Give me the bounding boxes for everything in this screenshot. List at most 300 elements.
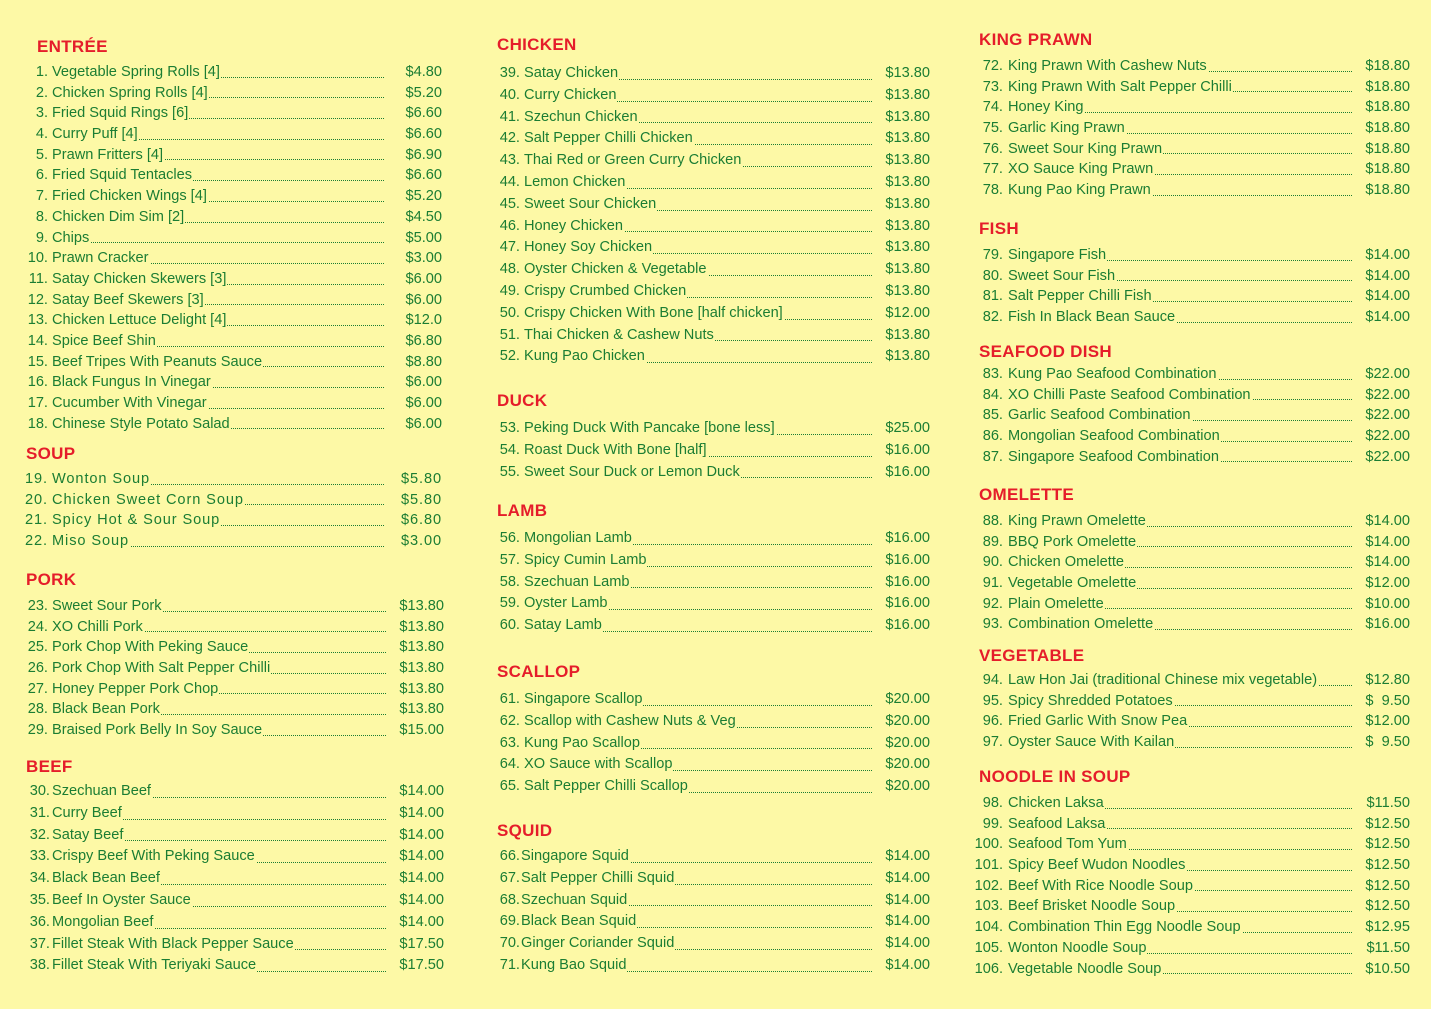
item-price: $5.20 <box>405 188 442 205</box>
item-price: $20.00 <box>885 712 930 729</box>
item-name-text: Beef In Oyster Sauce <box>52 891 191 908</box>
item-price: $10.00 <box>1365 595 1410 612</box>
item-number: 64. <box>499 756 520 773</box>
item-number: 35. <box>29 891 50 908</box>
item-name-text: Spicy Hot & Sour Soup <box>52 512 221 529</box>
item-name-text: Oyster Chicken & Vegetable <box>524 261 707 278</box>
item-number: 11. <box>28 270 48 287</box>
item-price: $16.00 <box>885 573 930 590</box>
item-price: $18.80 <box>1365 78 1410 95</box>
item-price: $6.00 <box>405 291 442 308</box>
item-name-text: Combination Thin Egg Noodle Soup <box>1008 919 1241 936</box>
item-number: 70. <box>499 935 520 952</box>
item-number: 75. <box>982 120 1003 137</box>
item-name <box>521 933 872 955</box>
item-price: $14.00 <box>399 870 444 887</box>
menu-item <box>950 876 1410 897</box>
item-name <box>1008 834 1352 855</box>
section-title: KING PRAWN <box>979 30 1093 49</box>
item-name-text: Satay Chicken Skewers [3] <box>52 270 227 287</box>
item-number: 42. <box>499 130 520 147</box>
item-name-text: Kung Pao Seafood Combination <box>1008 366 1217 382</box>
item-price: $16.00 <box>885 530 930 546</box>
item-name-text: Law Hon Jai (traditional Chinese mix vegetable) <box>1008 672 1318 688</box>
item-price: $ 9.50 <box>1365 692 1410 709</box>
item-name <box>52 934 386 956</box>
item-name <box>1008 814 1352 835</box>
item-price: $13.80 <box>885 108 930 125</box>
item-price: $13.80 <box>885 217 930 234</box>
item-name-text: Black Bean Beef <box>52 870 160 887</box>
item-number: 103. <box>974 898 1003 915</box>
item-price: $14.00 <box>1365 309 1410 326</box>
section-title: FISH <box>979 219 1019 238</box>
item-name-text: Satay Lamb <box>524 617 602 634</box>
item-name-text: Chicken Omelette <box>1008 554 1124 571</box>
item-number: 90. <box>982 554 1003 571</box>
section-title: SQUID <box>497 821 553 840</box>
item-price: $12.50 <box>1365 815 1410 832</box>
item-price: $12.00 <box>885 304 930 321</box>
item-price: $18.80 <box>1365 99 1410 116</box>
item-name-text: Beef With Rice Noodle Soup <box>1008 877 1193 894</box>
item-price: $14.00 <box>399 826 444 843</box>
item-number: 82. <box>982 309 1003 326</box>
item-name-text: Honey Chicken <box>524 217 623 234</box>
item-name-text: Prawn Cracker <box>52 250 149 267</box>
item-name-text: Spice Beef Shin <box>52 332 156 349</box>
item-price: $14.00 <box>1365 513 1410 529</box>
item-number: 88. <box>982 513 1003 529</box>
item-name <box>1008 917 1352 938</box>
item-name-text: King Prawn With Salt Pepper Chilli <box>1008 78 1232 95</box>
item-price: $13.80 <box>399 598 444 614</box>
item-number: 96. <box>982 713 1003 730</box>
item-number: 43. <box>499 152 520 169</box>
item-name-text: Kung Pao King Prawn <box>1008 182 1151 199</box>
item-name <box>521 846 872 868</box>
item-number: 78. <box>982 182 1003 199</box>
item-price: $12.50 <box>1365 877 1410 894</box>
item-price: $14.00 <box>885 848 930 864</box>
section-title: SCALLOP <box>497 662 581 681</box>
item-name-text: Crispy Beef With Peking Sauce <box>52 848 255 865</box>
menu-item <box>950 855 1410 876</box>
menu-item-list <box>950 793 1410 979</box>
item-name-text: Lemon Chicken <box>524 173 626 190</box>
item-number: 97. <box>982 734 1003 751</box>
item-number: 80. <box>982 267 1003 284</box>
item-name-text: Combination Omelette <box>1008 616 1154 633</box>
item-price: $14.00 <box>399 804 444 821</box>
item-number: 73. <box>982 78 1003 95</box>
item-number: 36. <box>29 913 50 930</box>
menu-item <box>0 781 444 803</box>
item-price: $4.80 <box>405 64 442 80</box>
item-number: 99. <box>982 815 1003 832</box>
item-number: 93. <box>982 616 1003 633</box>
item-name-text: Fried Chicken Wings [4] <box>52 188 207 205</box>
item-name <box>52 803 386 825</box>
item-number: 18. <box>27 415 48 432</box>
item-number: 17. <box>27 395 48 411</box>
item-number: 86. <box>982 428 1003 445</box>
item-number: 53. <box>499 420 520 436</box>
item-price: $16.00 <box>885 463 930 480</box>
section-title: DUCK <box>497 391 548 410</box>
item-number: 9. <box>35 229 48 246</box>
item-number: 102. <box>974 877 1003 894</box>
item-price: $14.00 <box>885 869 930 886</box>
item-name-text: Curry Chicken <box>524 86 617 103</box>
item-number: 105. <box>974 939 1003 956</box>
item-name-text: Kung Bao Squid <box>521 956 627 973</box>
item-name-text: Honey Soy Chicken <box>524 239 653 256</box>
menu-item <box>950 814 1410 835</box>
section-title: OMELETTE <box>979 485 1074 504</box>
item-price: $4.50 <box>405 208 442 225</box>
item-name-text: Mongolian Seafood Combination <box>1008 428 1220 445</box>
item-price: $12.95 <box>1365 919 1410 936</box>
menu-item <box>950 917 1410 938</box>
item-name-text: Salt Pepper Chilli Fish <box>1008 288 1152 305</box>
item-number: 67. <box>499 869 520 886</box>
item-name-text: Thai Chicken & Cashew Nuts <box>524 326 714 343</box>
item-price: $14.00 <box>1365 554 1410 571</box>
item-price: $13.80 <box>399 618 444 635</box>
item-price: $18.80 <box>1365 161 1410 178</box>
item-number: 34. <box>29 870 50 887</box>
item-price: $14.00 <box>885 913 930 930</box>
item-price: $6.00 <box>405 395 442 411</box>
item-number: 1. <box>35 64 48 80</box>
item-name <box>521 890 872 912</box>
menu-item <box>950 896 1410 917</box>
item-number: 83. <box>982 366 1003 382</box>
item-price: $18.80 <box>1365 182 1410 199</box>
item-price: $17.50 <box>399 957 444 974</box>
item-name-text: Satay Beef Skewers [3] <box>52 291 204 308</box>
item-price: $16.00 <box>885 595 930 612</box>
item-number: 8. <box>35 208 48 225</box>
item-name-text: Singapore Seafood Combination <box>1008 448 1219 465</box>
item-price: $22.00 <box>1365 428 1410 445</box>
section-title: PORK <box>26 570 77 589</box>
item-price: $14.00 <box>1365 288 1410 305</box>
item-price: $13.80 <box>399 701 444 718</box>
item-number: 98. <box>982 795 1003 811</box>
item-number: 106. <box>974 960 1003 977</box>
item-price: $15.00 <box>399 722 444 739</box>
item-name-text: Szechun Chicken <box>524 108 638 125</box>
item-name-text: Crispy Crumbed Chicken <box>524 282 687 299</box>
item-number: 62. <box>499 712 520 729</box>
section-title: VEGETABLE <box>979 646 1085 665</box>
item-price: $13.80 <box>885 348 930 365</box>
item-number: 56. <box>499 530 520 546</box>
item-number: 23. <box>27 598 48 614</box>
item-number: 45. <box>499 195 520 212</box>
item-number: 63. <box>499 734 520 751</box>
item-name-text: Chips <box>52 229 90 246</box>
item-name-text: Seafood Laksa <box>1008 815 1106 832</box>
item-name-text: Spicy Cumin Lamb <box>524 551 647 568</box>
item-name-text: Fillet Steak With Teriyaki Sauce <box>52 957 257 974</box>
item-name-text: Black Fungus In Vinegar <box>52 374 211 391</box>
item-name-text: Fried Squid Tentacles <box>52 167 193 184</box>
item-name <box>52 868 386 890</box>
item-price: $8.80 <box>405 353 442 370</box>
item-name <box>52 846 386 868</box>
item-name-text: Chinese Style Potato Salad <box>52 415 230 432</box>
menu-item <box>0 955 444 977</box>
item-name-text: Sweet Sour Duck or Lemon Duck <box>524 463 740 480</box>
menu-item <box>0 868 444 890</box>
menu-item <box>470 890 930 912</box>
item-price: $5.00 <box>405 229 442 246</box>
item-name-text: Salt Pepper Chilli Squid <box>521 869 675 886</box>
item-name <box>1008 876 1352 897</box>
item-price: $12.0 <box>405 312 442 329</box>
item-number: 28. <box>27 701 48 718</box>
item-number: 24. <box>27 618 48 635</box>
item-number: 81. <box>982 288 1003 305</box>
item-price: $5.80 <box>400 491 442 508</box>
item-number: 30. <box>29 783 50 799</box>
item-price: $14.00 <box>399 848 444 865</box>
item-name-text: Szechuan Squid <box>521 891 628 908</box>
item-price: $13.80 <box>885 239 930 256</box>
item-name-text: Garlic Seafood Combination <box>1008 407 1191 424</box>
item-name <box>52 890 386 912</box>
menu-item <box>0 890 444 912</box>
item-name-text: Miso Soup <box>52 533 130 550</box>
menu-item <box>470 911 930 933</box>
item-price: $17.50 <box>399 935 444 952</box>
item-price: $14.00 <box>399 913 444 930</box>
item-number: 104. <box>974 919 1003 936</box>
item-price: $6.00 <box>405 415 442 432</box>
menu-item <box>0 803 444 825</box>
item-name-text: Salt Pepper Chilli Chicken <box>524 130 693 147</box>
item-number: 57. <box>499 551 520 568</box>
item-number: 39. <box>499 65 520 81</box>
menu-item <box>0 825 444 847</box>
item-name-text: Roast Duck With Bone [half] <box>524 441 707 458</box>
menu-item <box>950 834 1410 855</box>
item-name-text: King Prawn With Cashew Nuts <box>1008 58 1207 74</box>
item-number: 71. <box>499 956 520 973</box>
item-price: $14.00 <box>885 891 930 908</box>
item-name-text: Spicy Shredded Potatoes <box>1008 692 1173 709</box>
item-name-text: Sweet Sour Chicken <box>524 195 657 212</box>
item-number: 89. <box>982 533 1003 550</box>
item-price: $14.00 <box>1365 267 1410 284</box>
item-price: $10.50 <box>1365 960 1410 977</box>
item-name-text: Sweet Sour Fish <box>1008 267 1116 284</box>
item-number: 21. <box>25 512 48 529</box>
item-name <box>1008 896 1352 917</box>
menu-item-list <box>0 781 444 977</box>
item-price: $3.00 <box>405 250 442 267</box>
item-price: $18.80 <box>1365 58 1410 74</box>
item-price: $13.80 <box>885 261 930 278</box>
item-name-text: Kung Pao Scallop <box>524 734 641 751</box>
item-number: 61. <box>499 691 520 707</box>
item-price: $22.00 <box>1365 407 1410 424</box>
item-name-text: Oyster Lamb <box>524 595 608 612</box>
item-name <box>521 868 872 890</box>
item-name-text: Pork Chop With Peking Sauce <box>52 639 249 656</box>
item-price: $6.80 <box>400 512 442 529</box>
item-name-text: Braised Pork Belly In Soy Sauce <box>52 722 263 739</box>
section-title: LAMB <box>497 501 548 520</box>
item-name-text: Black Bean Squid <box>521 913 637 930</box>
item-number: 41. <box>499 108 520 125</box>
item-name-text: Salt Pepper Chilli Scallop <box>524 778 688 795</box>
item-name-text: Singapore Squid <box>521 848 629 864</box>
item-number: 60. <box>499 617 520 634</box>
item-name-text: Curry Beef <box>52 804 122 821</box>
item-name-text: Chicken Dim Sim [2] <box>52 208 185 225</box>
item-name-text: Vegetable Noodle Soup <box>1008 960 1162 977</box>
item-name-text: XO Chilli Paste Seafood Combination <box>1008 386 1251 403</box>
menu-item <box>0 934 444 956</box>
section-title: ENTRÉE <box>37 37 108 56</box>
item-name-text: XO Sauce with Scallop <box>524 756 673 773</box>
item-name-text: Cucumber With Vinegar <box>52 395 207 411</box>
menu-item <box>950 959 1410 980</box>
item-price: $6.80 <box>405 332 442 349</box>
item-price: $12.00 <box>1365 713 1410 730</box>
item-price: $6.00 <box>405 374 442 391</box>
item-number: 22. <box>25 533 48 550</box>
section-title: SEAFOOD DISH <box>979 342 1113 361</box>
item-price: $13.80 <box>399 680 444 697</box>
item-number: 32. <box>29 826 50 843</box>
section-title: SOUP <box>26 444 76 463</box>
item-number: 87. <box>982 448 1003 465</box>
item-price: $16.00 <box>885 551 930 568</box>
item-price: $3.00 <box>400 533 442 550</box>
item-number: 91. <box>982 575 1003 592</box>
item-number: 101. <box>974 857 1003 874</box>
item-name-text: Thai Red or Green Curry Chicken <box>524 152 742 169</box>
item-number: 19. <box>25 471 48 487</box>
item-name-text: Szechuan Lamb <box>524 573 630 590</box>
item-name-text: Sweet Sour King Prawn <box>1008 140 1163 157</box>
item-number: 66. <box>499 848 520 864</box>
item-price: $22.00 <box>1365 386 1410 403</box>
item-name-text: Chicken Laksa <box>1008 795 1104 811</box>
item-name-text: Fried Garlic With Snow Pea <box>1008 713 1188 730</box>
item-number: 94. <box>982 672 1003 688</box>
item-number: 12. <box>27 291 48 308</box>
menu-item <box>470 846 930 868</box>
item-name-text: Mongolian Lamb <box>524 530 632 546</box>
item-number: 46. <box>499 217 520 234</box>
item-name <box>52 825 386 847</box>
item-number: 20. <box>25 491 48 508</box>
item-number: 33. <box>29 848 50 865</box>
item-name-text: Sweet Sour Pork <box>52 598 162 614</box>
item-name-text: Wonton Soup <box>52 471 151 487</box>
item-name-text: Honey Pepper Pork Chop <box>52 680 219 697</box>
item-number: 52. <box>499 348 520 365</box>
item-number: 14. <box>27 332 48 349</box>
item-price: $6.00 <box>405 270 442 287</box>
item-number: 51. <box>499 326 520 343</box>
item-name-text: Crispy Chicken With Bone [half chicken] <box>524 304 783 321</box>
item-number: 68. <box>499 891 520 908</box>
item-name <box>521 911 872 933</box>
item-number: 16. <box>27 374 48 391</box>
item-price: $16.00 <box>1365 616 1410 633</box>
item-price: $12.50 <box>1365 857 1410 874</box>
item-name-text: Satay Chicken <box>524 65 619 81</box>
item-name <box>1008 938 1352 959</box>
item-number: 79. <box>982 247 1003 263</box>
item-number: 77. <box>982 161 1003 178</box>
item-price: $13.80 <box>885 130 930 147</box>
item-number: 27. <box>27 680 48 697</box>
menu-item <box>470 868 930 890</box>
item-price: $11.50 <box>1366 939 1410 956</box>
item-name-text: Fish In Black Bean Sauce <box>1008 309 1176 326</box>
item-name-text: Seafood Tom Yum <box>1008 836 1127 853</box>
item-number: 7. <box>35 188 48 205</box>
item-number: 100. <box>974 836 1003 853</box>
menu-item-list <box>470 846 930 977</box>
item-price: $22.00 <box>1365 448 1410 465</box>
item-price: $6.60 <box>405 105 442 122</box>
item-name <box>1008 959 1352 980</box>
item-price: $5.20 <box>405 84 442 101</box>
item-number: 44. <box>499 173 520 190</box>
item-number: 85. <box>982 407 1003 424</box>
item-price: $14.00 <box>1365 533 1410 550</box>
item-price: $13.80 <box>885 173 930 190</box>
menu-item <box>950 793 1410 814</box>
item-number: 58. <box>499 573 520 590</box>
item-name-text: Chicken Sweet Corn Soup <box>52 491 244 508</box>
item-number: 5. <box>35 146 48 163</box>
item-price: $14.00 <box>1365 247 1410 263</box>
item-name-text: Spicy Beef Wudon Noodles <box>1008 857 1186 874</box>
item-number: 69. <box>499 913 520 930</box>
item-name-text: Beef Tripes With Peanuts Sauce <box>52 353 263 370</box>
item-number: 38. <box>29 957 50 974</box>
item-price: $13.80 <box>399 639 444 656</box>
item-number: 29. <box>27 722 48 739</box>
item-name-text: Scallop with Cashew Nuts & Veg <box>524 712 736 729</box>
item-name <box>1008 855 1352 876</box>
item-price: $12.50 <box>1365 836 1410 853</box>
item-number: 48. <box>499 261 520 278</box>
item-price: $ 9.50 <box>1365 734 1410 751</box>
item-number: 95. <box>982 692 1003 709</box>
item-price: $22.00 <box>1365 366 1410 382</box>
item-price: $14.00 <box>885 956 930 973</box>
item-price: $13.80 <box>885 152 930 169</box>
item-number: 47. <box>499 239 520 256</box>
item-price: $16.00 <box>885 441 930 458</box>
item-price: $12.80 <box>1365 672 1410 688</box>
menu-item <box>0 912 444 934</box>
item-name-text: Prawn Fritters [4] <box>52 146 164 163</box>
item-name-text: Oyster Sauce With Kailan <box>1008 734 1175 751</box>
item-price: $20.00 <box>885 756 930 773</box>
